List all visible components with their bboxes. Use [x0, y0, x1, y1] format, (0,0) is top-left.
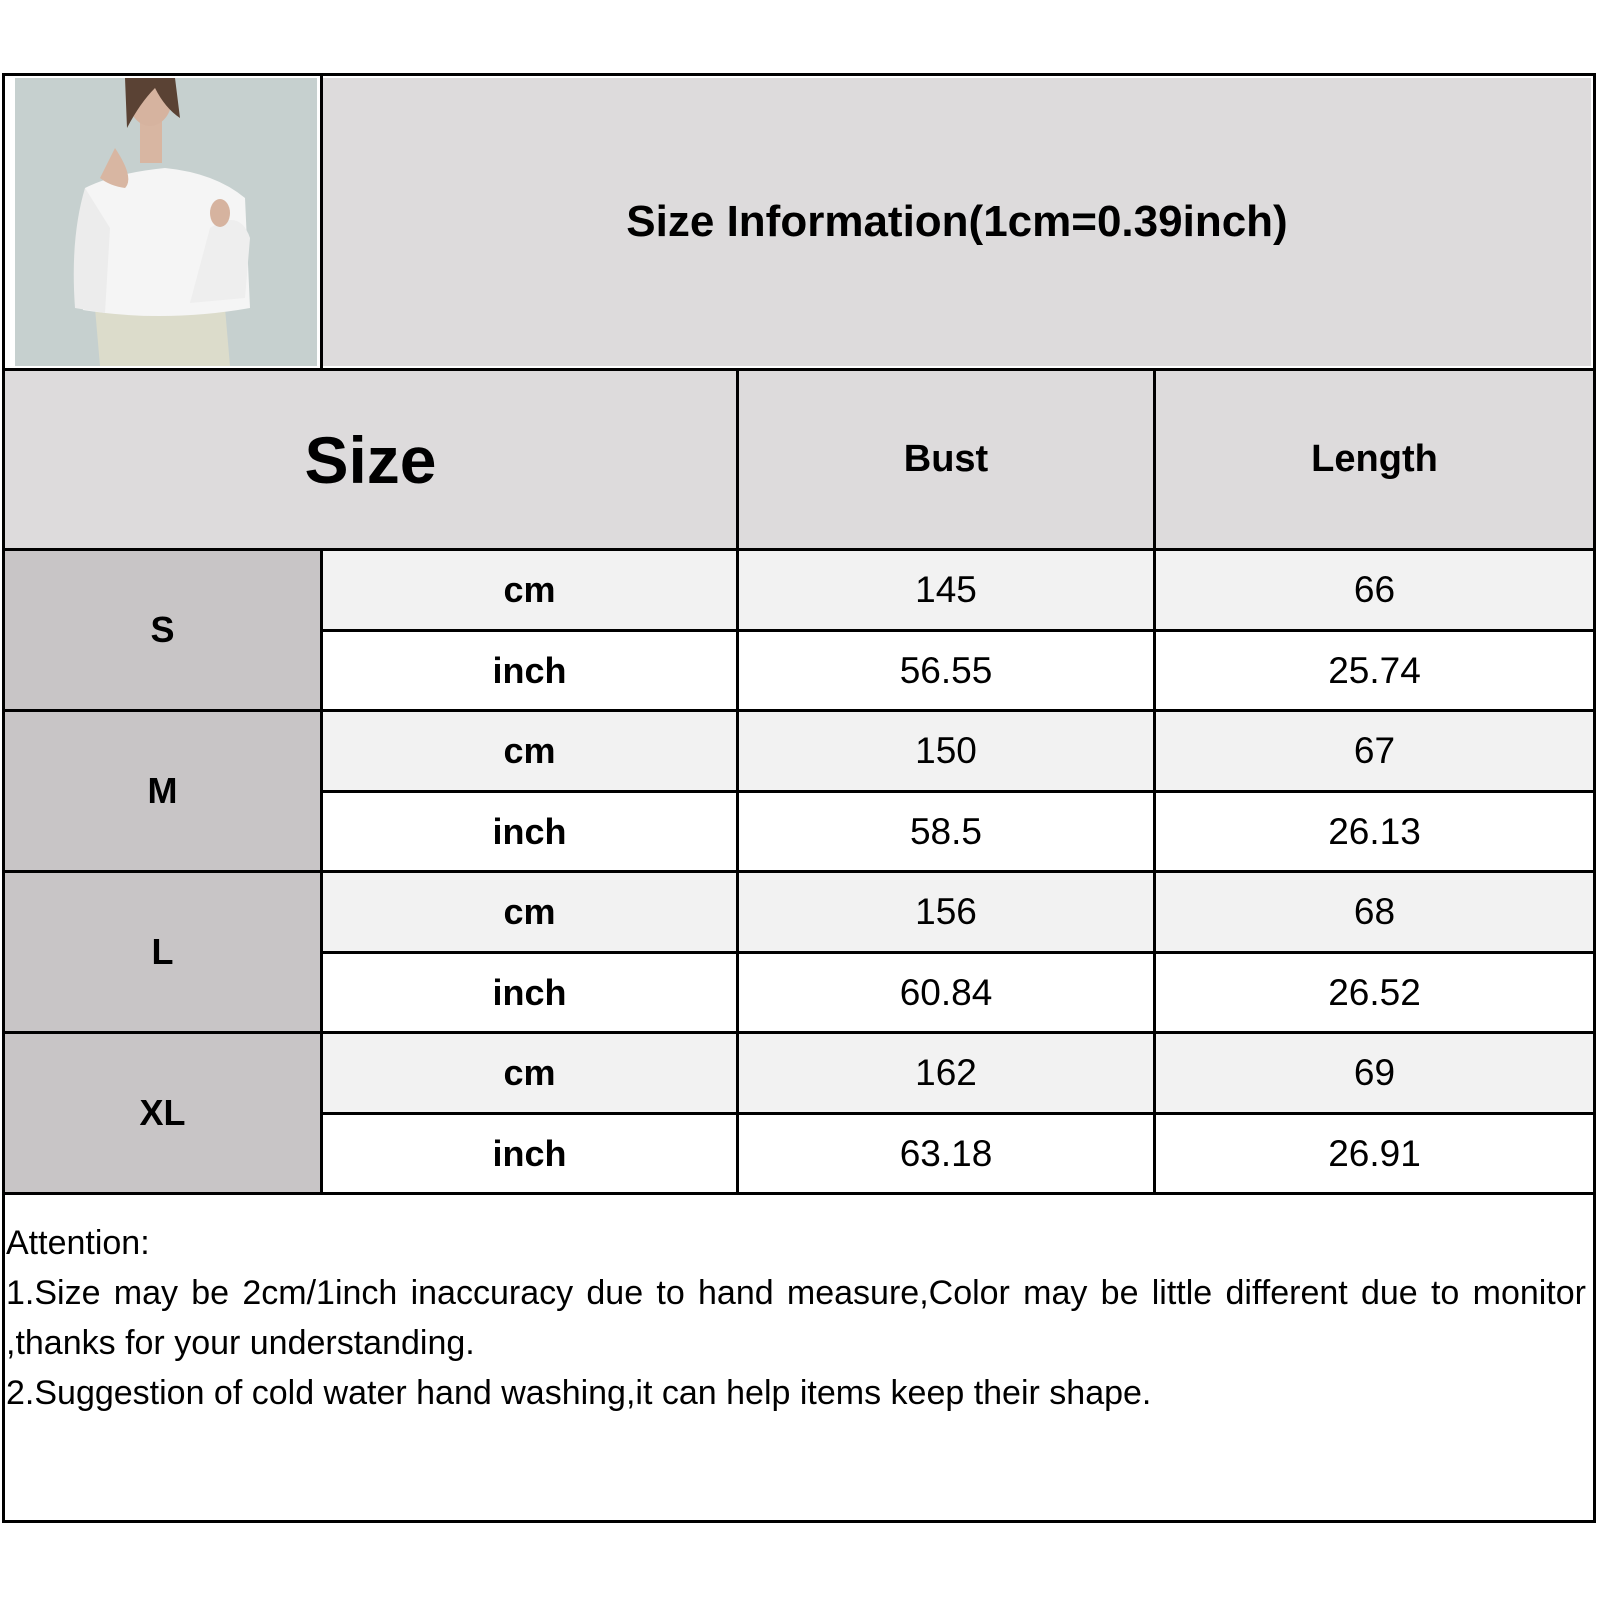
unit-label: cm: [503, 1052, 556, 1093]
length-value: 69: [1353, 1052, 1396, 1093]
attention-note-2: 2.Suggestion of cold water hand washing,it can help items keep their shape.: [6, 1374, 1152, 1412]
length-value: 26.13: [1328, 810, 1421, 852]
length-value-cell: [1156, 1115, 1593, 1192]
bust-value: 150: [915, 730, 977, 771]
length-value: 25.74: [1328, 649, 1421, 691]
length-header: Length: [1311, 438, 1438, 480]
bust-value: 60.84: [899, 971, 993, 1013]
length-value-cell: [1156, 712, 1593, 790]
length-value-cell: [1156, 873, 1593, 951]
grid-line: [320, 76, 323, 368]
unit-cell-cm: [323, 1034, 736, 1112]
grid-line: [323, 790, 1593, 793]
unit-cell-inch: [323, 954, 736, 1031]
bust-value: 56.55: [899, 649, 993, 691]
bust-value-cell: [739, 551, 1153, 629]
unit-label: inch: [492, 649, 567, 691]
unit-cell-inch: [323, 1115, 736, 1192]
bust-value-cell: [739, 632, 1153, 709]
unit-cell-inch: [323, 632, 736, 709]
size-label: M: [147, 770, 178, 811]
bust-value-cell: [739, 1034, 1153, 1112]
size-cell-l: [5, 873, 320, 1031]
grid-line: [1153, 368, 1156, 1195]
grid-line: [736, 368, 739, 1195]
unit-cell-inch: [323, 793, 736, 870]
grid-line: [5, 709, 1593, 712]
unit-label: cm: [503, 569, 556, 610]
length-value-cell: [1156, 954, 1593, 1031]
length-value-cell: [1156, 793, 1593, 870]
bust-header-cell: [739, 371, 1153, 548]
size-cell-m: [5, 712, 320, 870]
grid-line: [320, 548, 323, 1195]
size-information-title: Size Information(1cm=0.39inch): [626, 197, 1288, 246]
unit-label: inch: [492, 810, 567, 852]
size-label: S: [150, 609, 175, 650]
unit-label: inch: [492, 971, 567, 1013]
unit-label: cm: [503, 730, 556, 771]
bust-value: 162: [915, 1052, 977, 1093]
size-information-title-cell: [323, 78, 1591, 366]
bust-value: 156: [915, 891, 977, 932]
unit-cell-cm: [323, 873, 736, 951]
size-label: XL: [139, 1092, 186, 1133]
length-value: 26.52: [1328, 971, 1421, 1013]
grid-line: [5, 1031, 1593, 1034]
length-value-cell: [1156, 551, 1593, 629]
length-value: 68: [1353, 891, 1396, 932]
size-label: L: [151, 931, 174, 972]
grid-line: [323, 951, 1593, 954]
model-photo-icon: [15, 78, 317, 366]
bust-value-cell: [739, 1115, 1153, 1192]
length-value-cell: [1156, 632, 1593, 709]
grid-line: [323, 1112, 1593, 1115]
grid-line: [5, 368, 1593, 371]
length-value-cell: [1156, 1034, 1593, 1112]
length-header-cell: [1156, 371, 1593, 548]
unit-label: inch: [492, 1132, 567, 1174]
size-header: Size: [304, 422, 437, 497]
attention-note-1: 1.Size may be 2cm/1inch inaccuracy due to hand measure,Color may be little different due to monitor ,thanks for your understanding.: [6, 1274, 1586, 1362]
attention-heading: Attention:: [6, 1224, 150, 1262]
bust-value: 145: [915, 569, 977, 610]
bust-value: 58.5: [909, 810, 982, 852]
bust-value-cell: [739, 793, 1153, 870]
unit-cell-cm: [323, 551, 736, 629]
bust-value-cell: [739, 873, 1153, 951]
bust-value: 63.18: [899, 1132, 993, 1174]
unit-cell-cm: [323, 712, 736, 790]
length-value: 67: [1353, 730, 1396, 771]
grid-line: [5, 1192, 1593, 1195]
size-cell-xl: [5, 1034, 320, 1192]
attention-notes: [6, 1218, 1586, 1418]
grid-line: [5, 548, 1593, 551]
grid-line: [323, 629, 1593, 632]
grid-line: [5, 870, 1593, 873]
bust-header: Bust: [903, 438, 989, 480]
bust-value-cell: [739, 954, 1153, 1031]
length-value: 66: [1353, 569, 1396, 610]
size-cell-s: [5, 551, 320, 709]
size-header-cell: [5, 371, 736, 548]
model-photo: [15, 78, 317, 366]
unit-label: cm: [503, 891, 556, 932]
bust-value-cell: [739, 712, 1153, 790]
length-value: 26.91: [1328, 1132, 1421, 1174]
